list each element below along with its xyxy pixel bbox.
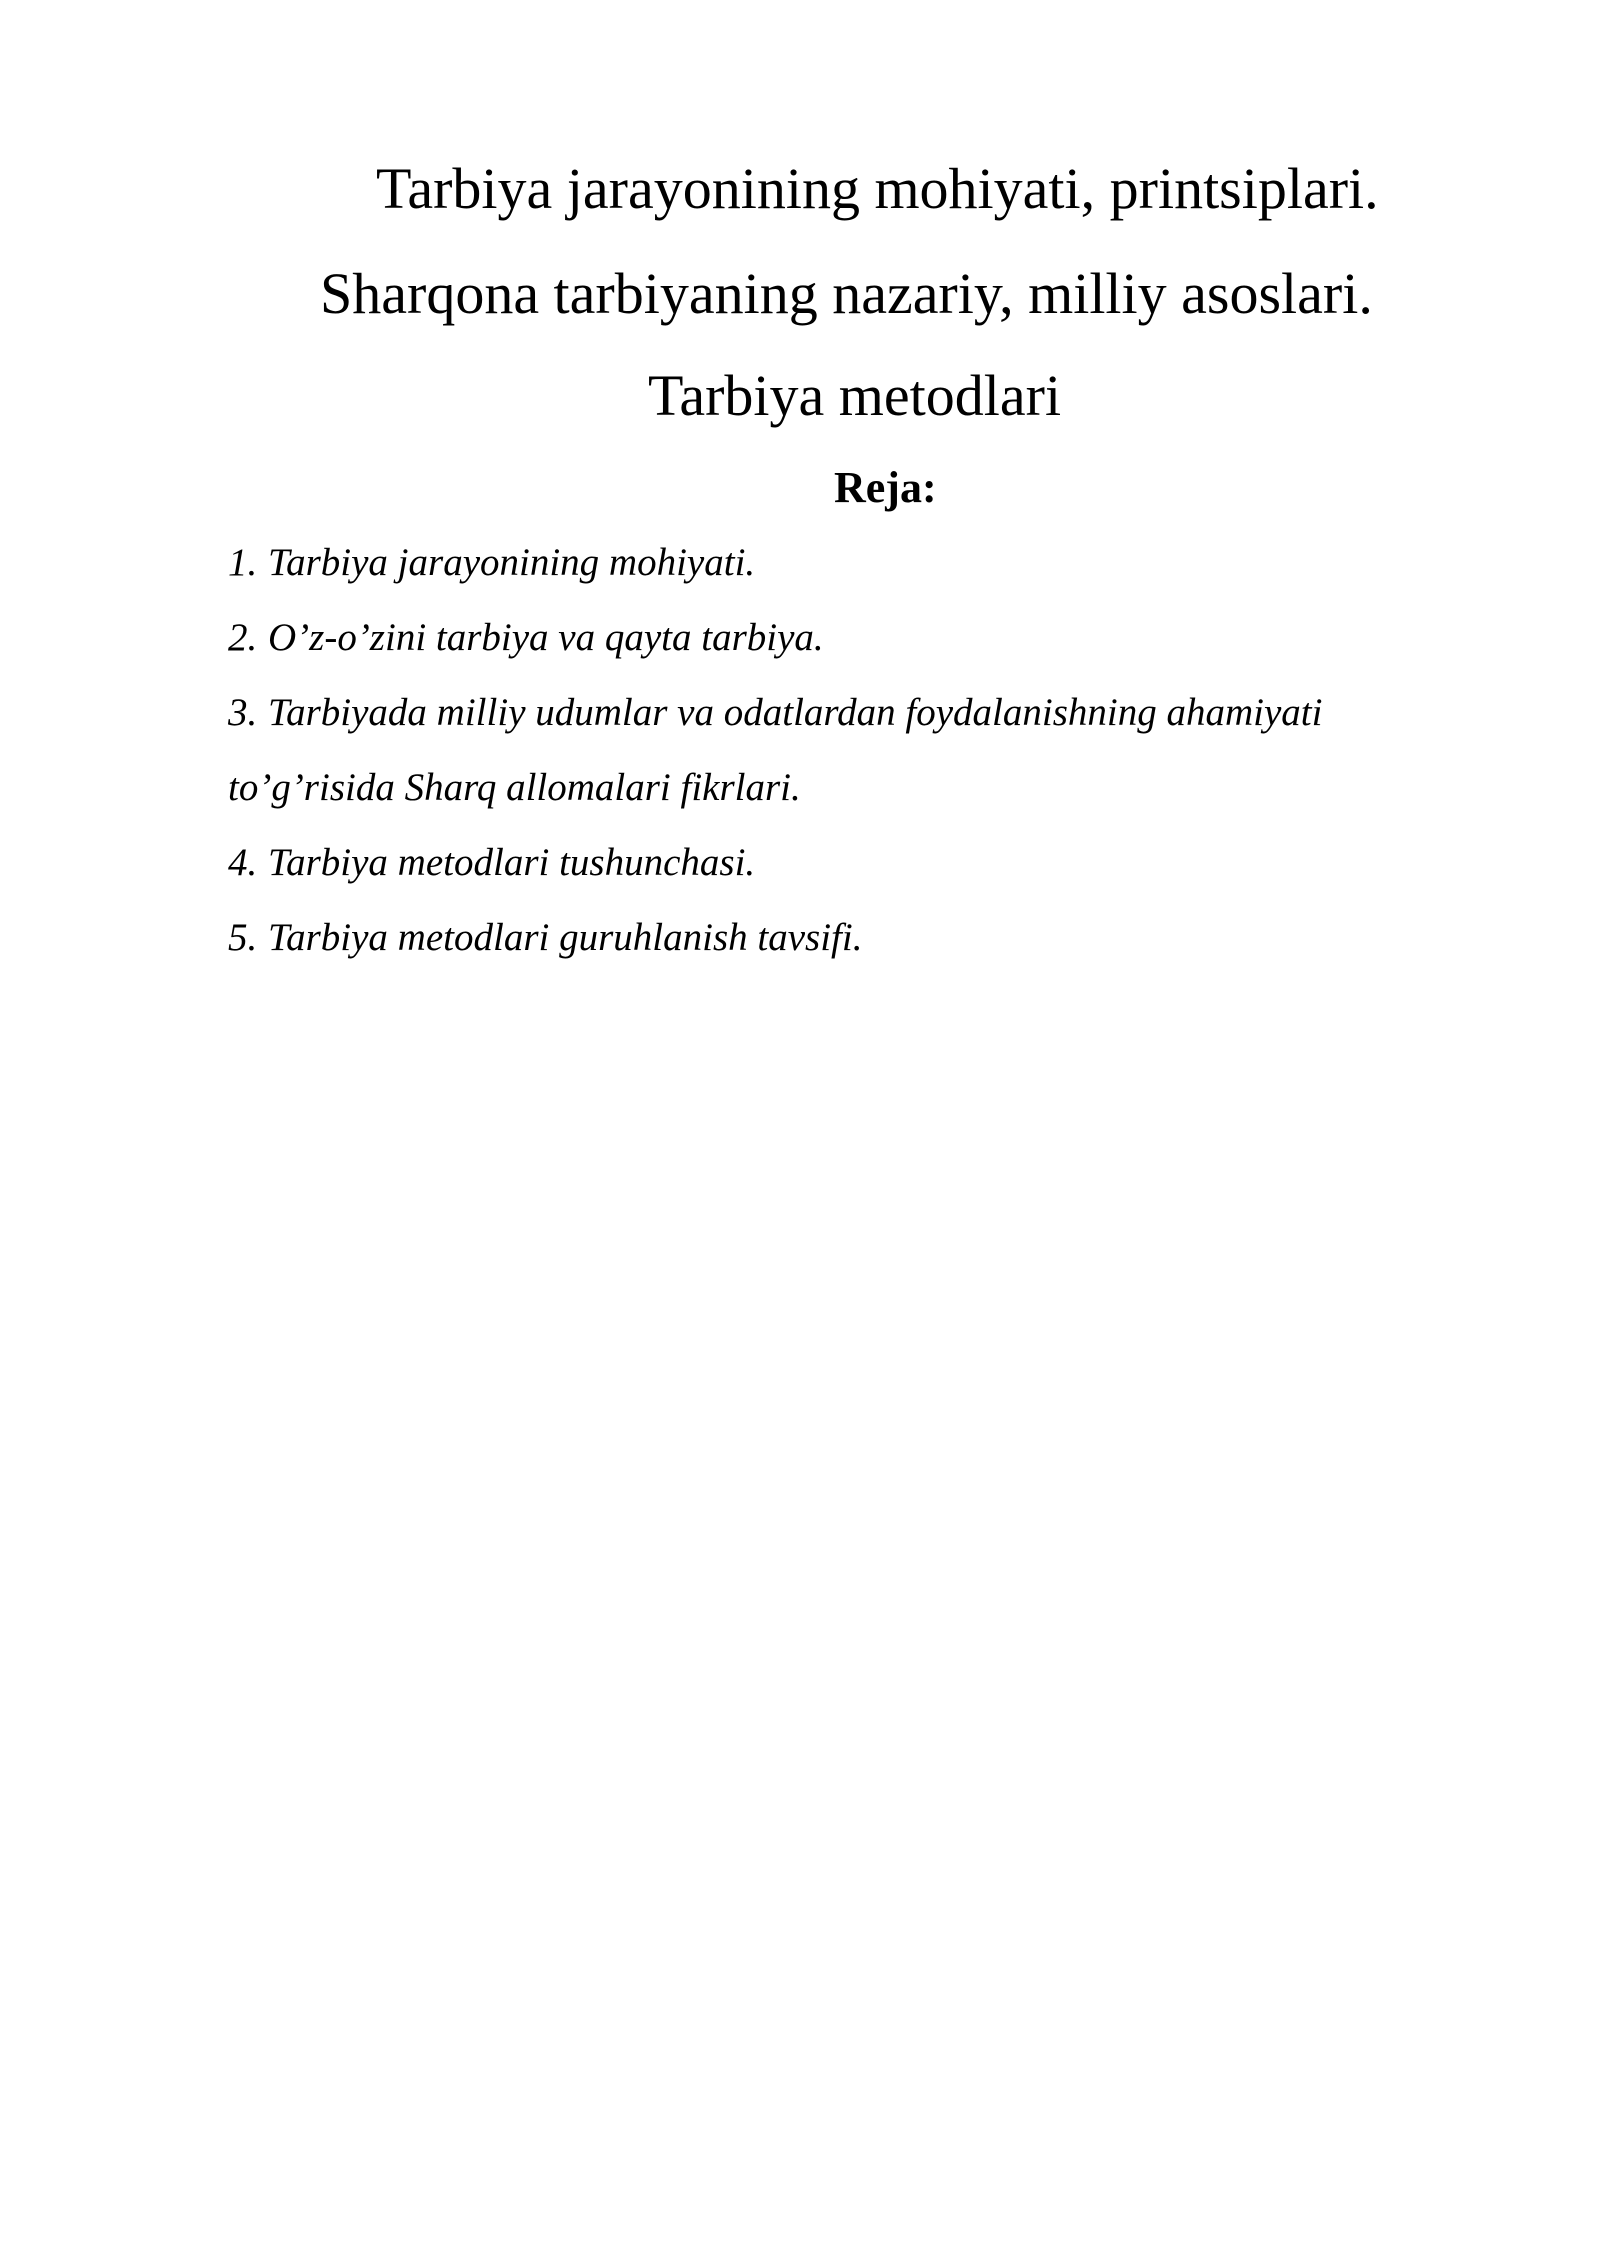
plan-item-2 <box>228 618 824 657</box>
plan-item-number: 3. <box>228 691 258 734</box>
plan-item-3 <box>228 693 1322 732</box>
plan-item-number: 5. <box>228 916 258 959</box>
plan-item-number: 4. <box>228 841 258 884</box>
title-line-3: Tarbiya metodlari <box>648 363 1062 428</box>
plan-item-text: Tarbiya jarayonining mohiyati. <box>268 541 756 584</box>
plan-item-text: Tarbiyada milliy udumlar va odatlardan foydalanishning ahamiyati <box>268 691 1323 734</box>
plan-item-text: Tarbiya metodlari guruhlanish tavsifi. <box>268 916 863 959</box>
title-line-2: Sharqona tarbiyaning nazariy, milliy asoslari. <box>320 261 1373 326</box>
plan-item-number: 2. <box>228 616 258 659</box>
plan-item-text: O’z-o’zini tarbiya va qayta tarbiya. <box>268 616 824 659</box>
title-line-1: Tarbiya jarayonining mohiyati, printsiplari. <box>376 156 1379 221</box>
plan-heading: Reja: <box>834 463 937 512</box>
plan-item-5 <box>228 918 862 957</box>
plan-item-1 <box>228 543 755 582</box>
plan-item-4 <box>228 843 755 882</box>
plan-item-number: 1. <box>228 541 258 584</box>
plan-item-text: Tarbiya metodlari tushunchasi. <box>268 841 756 884</box>
plan-item-3-continuation: to’g’risida Sharq allomalari fikrlari. <box>228 766 801 809</box>
